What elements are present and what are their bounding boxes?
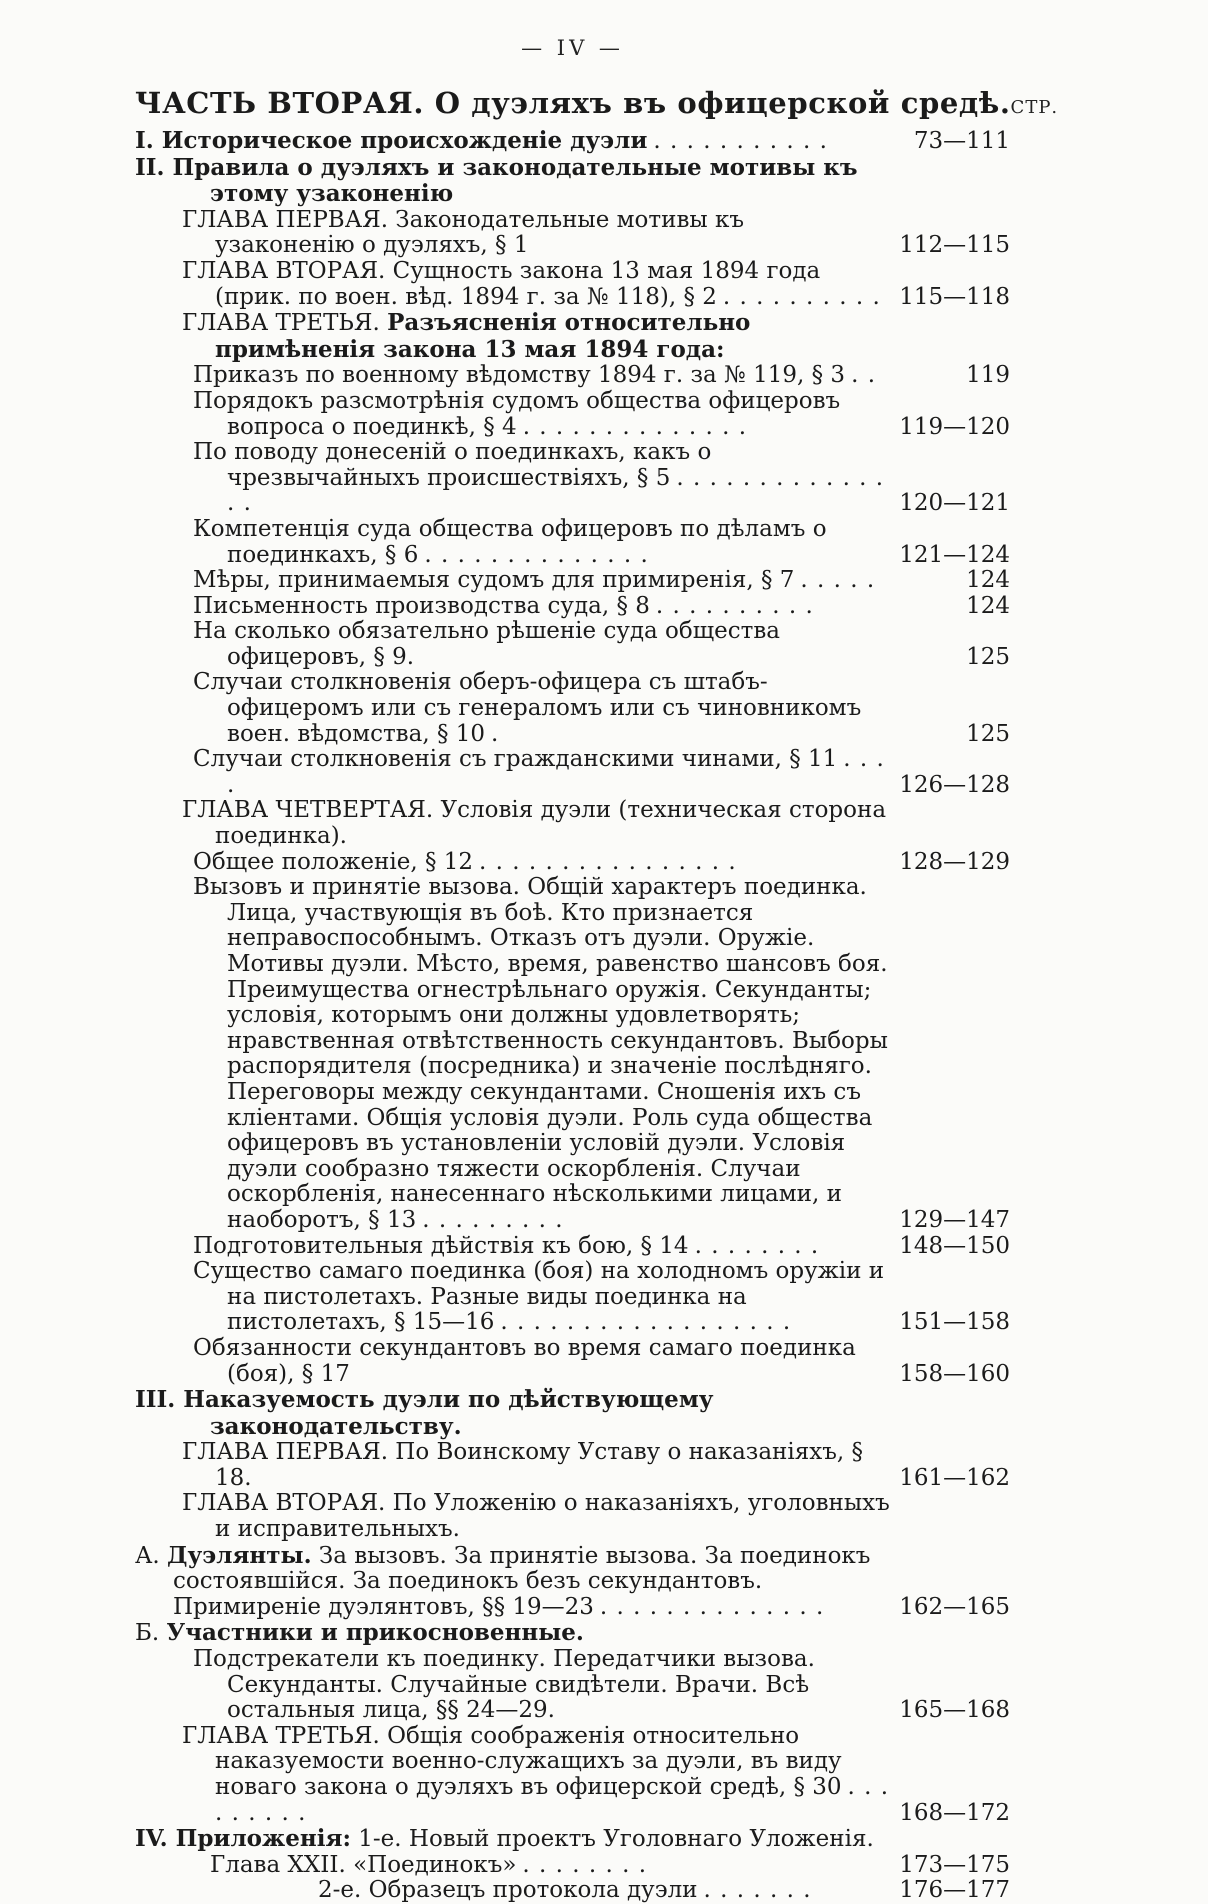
toc-entry-segment: IV. Приложенія:	[135, 1825, 351, 1853]
page-number-header: — IV —	[521, 36, 624, 60]
leader-dots: . . . . . . . . . . . . . . . .	[479, 848, 737, 875]
toc-entry-segment: Компетенція суда общества офицеровъ по дѣламъ о поединкахъ, § 6	[193, 515, 827, 568]
toc-entry	[135, 1259, 1010, 1336]
leader-dots: . . . .	[227, 746, 885, 798]
toc-entry-text	[193, 875, 889, 1233]
toc-entry-text	[193, 1647, 889, 1724]
toc-entry-segment: ГЛАВА ПЕРВАЯ. Законодательные мотивы къ узаконенію о дуэляхъ, § 1	[182, 206, 745, 259]
toc-entry	[135, 1440, 1010, 1491]
toc-entry-text	[193, 440, 889, 517]
toc-entry-text	[193, 594, 904, 620]
toc-entry-text	[193, 1336, 889, 1387]
toc-entry-text	[135, 1620, 904, 1647]
toc-entry-pages: 125	[966, 643, 1010, 670]
toc-entry-pages: 128—129	[899, 848, 1010, 875]
toc-entry-segment: На сколько обязательно рѣшеніе суда общества офицеровъ, § 9.	[193, 618, 781, 670]
leader-dots: . . . . . . . . .	[422, 1206, 564, 1233]
toc-entry	[135, 1543, 1010, 1621]
toc-entry-text	[135, 1543, 889, 1621]
title-row	[135, 86, 1059, 120]
toc-entry-pages: 125	[966, 720, 1010, 747]
page-title: ЧАСТЬ ВТОРАЯ. О дуэляхъ въ офицерской средѣ.	[135, 86, 1011, 120]
toc-entry	[135, 363, 1010, 389]
toc-entry-segment: I. Историческое происхожденіе дуэли	[135, 127, 648, 154]
toc-entry	[135, 670, 1010, 747]
toc-entry	[135, 568, 1010, 594]
toc-entry	[135, 747, 1010, 798]
toc-entry	[135, 1387, 1010, 1440]
toc-entry-segment: ГЛАВА ЧЕТВЕРТАЯ. Условія дуэли (техническая сторона поединка).	[182, 797, 887, 850]
toc-entry	[135, 440, 1010, 517]
toc-entry-segment: II. Правила о дуэляхъ и законодательные мотивы къ этому узаконенію	[135, 153, 858, 208]
toc-entry-segment: ГЛАВА ТРЕТЬЯ. Общія соображенія относительно наказуемости военно-служащихъ за дуэли, въ виду новаго закона о дуэляхъ въ офицерской средѣ, § 30	[182, 1722, 842, 1800]
toc-entry	[135, 517, 1010, 568]
toc-entry	[135, 1647, 1010, 1724]
leader-dots: . . . . . . . . . . . . . .	[424, 541, 649, 568]
toc-entry-text	[135, 1826, 889, 1878]
toc-entry-text	[182, 310, 904, 363]
table-of-contents	[135, 128, 1010, 1904]
toc-entry-text	[135, 155, 904, 208]
toc-entry-text	[135, 128, 904, 155]
toc-entry-pages: 173—175	[899, 1851, 1010, 1878]
toc-entry-text	[182, 208, 889, 259]
leader-dots: . . . . . . . . . . . . . . .	[227, 464, 885, 517]
toc-entry-text	[135, 1387, 904, 1440]
toc-entry-segment: Участники и прикосновенные.	[166, 1619, 584, 1647]
toc-entry-segment: ГЛАВА ВТОРАЯ. Сущность закона 13 мая 1894 года (прик. по воен. вѣд. 1894 г. за № 118), § 2	[182, 257, 821, 310]
toc-entry-text	[193, 1259, 889, 1336]
toc-entry-text	[193, 747, 889, 798]
leader-dots: . . . . . . . . . .	[722, 283, 881, 310]
toc-entry-text	[193, 850, 889, 876]
leader-dots: . . . . . . . . . . . . . .	[522, 413, 748, 440]
leader-dots: . . . . . . . .	[522, 1851, 648, 1878]
leader-dots: . . . . .	[800, 567, 876, 594]
toc-entry-text	[182, 1440, 889, 1491]
toc-entry-pages: 120—121	[899, 490, 1010, 517]
toc-entry	[135, 850, 1010, 876]
toc-entry-pages: 119—120	[899, 413, 1010, 440]
leader-dots: . . . . . . .	[703, 1877, 812, 1904]
leader-dots: .	[491, 720, 500, 747]
toc-entry-segment: 1-е. Новый проектъ Уголовнаго Уложенія. Глава XXII. «Поединокъ»	[210, 1826, 874, 1878]
toc-entry-pages: 129—147	[899, 1206, 1010, 1233]
toc-entry-text	[182, 798, 904, 849]
toc-entry-pages: 124	[966, 592, 1010, 619]
toc-entry-text	[193, 619, 904, 670]
toc-entry-text	[182, 259, 889, 310]
toc-entry-pages: 124	[966, 567, 1010, 594]
toc-entry-segment: III. Наказуемость дуэли по дѣйствующему законодательству.	[135, 1386, 714, 1440]
toc-entry-text	[193, 568, 904, 594]
toc-entry-text	[193, 517, 889, 568]
toc-entry-segment: Вызовъ и принятіе вызова. Общій характеръ поединка. Лица, участвующія въ боѣ. Кто признается неправоспособнымъ. Отказъ отъ дуэли. Оружіе. Мотивы дуэли. Мѣсто, время, равенство шансовъ боя. Преимущества огнестрѣльнаго оружія. Секунданты; условія, которымъ они должны удовлетворять; нравственная отвѣтственность секундантовъ. Выборы распорядителя (посредника) и значеніе послѣдняго. Переговоры между секундантами. Сношенія ихъ съ кліентами. Общія условія дуэли. Роль суда общества офицеровъ въ установленіи условій дуэли. Условія дуэли сообразно тяжести оскорбленія. Случаи оскорбленія, нанесеннаго нѣсколькими лицами, и наоборотъ, § 13	[193, 874, 888, 1233]
toc-entry-segment: ГЛАВА ТРЕТЬЯ.	[182, 310, 388, 337]
toc-entry-pages: 168—172	[899, 1799, 1010, 1826]
toc-entry-segment: Случаи столкновенія съ гражданскими чинами, § 11	[193, 746, 838, 773]
toc-entry	[135, 1878, 1010, 1904]
toc-entry	[135, 1826, 1010, 1878]
toc-entry-text	[193, 363, 904, 389]
toc-entry-segment: Мѣры, принимаемыя судомъ для примиренія, § 7	[193, 567, 795, 594]
leader-dots: . . . . . . . . .	[215, 1774, 890, 1826]
toc-entry-segment: 2-е. Образецъ протокола дуэли	[318, 1877, 698, 1904]
toc-entry-text	[182, 1491, 904, 1542]
leader-dots: . . . . . . . . . . . . . . . . . .	[500, 1309, 792, 1336]
toc-entry-segment: ГЛАВА ПЕРВАЯ. По Воинскому Уставу о наказаніяхъ, § 18.	[182, 1439, 863, 1491]
toc-entry	[135, 259, 1010, 310]
toc-entry-segment: Разъясненія относительно примѣненія закона 13 мая 1894 года:	[215, 309, 751, 363]
toc-entry-segment: Подстрекатели къ поединку. Передатчики вызова. Секунданты. Случайные свидѣтели. Врачи. Всѣ остальныя лица, §§ 24—29.	[193, 1646, 815, 1724]
toc-entry-segment: ГЛАВА ВТОРАЯ. По Уложенію о наказаніяхъ, уголовныхъ и исправительныхъ.	[182, 1490, 890, 1543]
toc-entry-segment: Б.	[135, 1620, 167, 1647]
toc-entry-segment: Обязанности секундантовъ во время самаго поединка (боя), § 17	[193, 1334, 856, 1387]
toc-entry-segment: Дуэлянты.	[167, 1541, 312, 1569]
toc-entry-pages: 112—115	[899, 232, 1010, 259]
toc-entry	[135, 1620, 1010, 1647]
toc-entry	[135, 1491, 1010, 1542]
toc-entry	[135, 798, 1010, 849]
toc-entry	[135, 619, 1010, 670]
pages-column-header: СТР.	[1010, 97, 1059, 118]
toc-entry-pages: 165—168	[899, 1697, 1010, 1724]
toc-entry-text	[193, 389, 889, 440]
toc-entry-segment: Подготовительныя дѣйствія къ бою, § 14	[193, 1232, 689, 1259]
leader-dots: . . . . . . . . . .	[655, 592, 814, 619]
leader-dots: . . . . . . . . . . .	[653, 128, 828, 154]
toc-entry	[135, 155, 1010, 208]
toc-entry-text	[182, 1724, 889, 1826]
toc-entry	[135, 310, 1010, 363]
toc-entry-pages: 126—128	[899, 771, 1010, 798]
toc-entry-segment: Случаи столкновенія оберъ-офицера съ штабъ-офицеромъ или съ генераломъ или съ чиновникомъ воен. вѣдомства, § 10	[193, 669, 862, 747]
toc-entry-segment: Приказъ по военному вѣдомству 1894 г. за № 119, § 3	[193, 362, 846, 389]
toc-entry-segment: По поводу донесеній о поединкахъ, какъ о чрезвычайныхъ происшествіяхъ, § 5	[193, 439, 712, 491]
toc-entry	[135, 594, 1010, 620]
toc-entry-pages: 121—124	[899, 541, 1010, 568]
toc-entry-pages: 151—158	[899, 1309, 1010, 1336]
toc-entry	[135, 1724, 1010, 1826]
toc-entry-text	[318, 1878, 889, 1904]
leader-dots: . . . . . . . .	[694, 1232, 820, 1259]
toc-entry-text	[193, 670, 904, 747]
toc-entry-pages: 161—162	[899, 1464, 1010, 1491]
toc-entry-pages: 176—177	[899, 1877, 1010, 1904]
toc-entry-segment: Существо самаго поединка (боя) на холодномъ оружіи и на пистолетахъ. Разные виды поединка на пистолетахъ, § 15—16	[193, 1258, 885, 1336]
toc-entry-segment: Общее положеніе, § 12	[193, 848, 474, 875]
toc-entry-pages: 119	[966, 362, 1010, 389]
toc-entry-segment: Письменность производства суда, § 8	[193, 592, 650, 619]
toc-entry-text	[193, 1234, 889, 1260]
toc-entry-pages: 158—160	[899, 1360, 1010, 1387]
toc-entry-pages: 115—118	[899, 283, 1010, 310]
toc-entry	[135, 1234, 1010, 1260]
toc-entry	[135, 1336, 1010, 1387]
leader-dots: . .	[851, 362, 877, 389]
toc-entry	[135, 875, 1010, 1233]
toc-entry-segment: А.	[135, 1542, 168, 1569]
toc-entry-pages: 148—150	[899, 1232, 1010, 1259]
toc-entry	[135, 128, 1010, 155]
toc-entry-segment: За вызовъ. За принятіе вызова. За поединокъ состоявшійся. За поединокъ безъ секундантовъ. Примиреніе дуэлянтовъ, §§ 19—23	[173, 1542, 871, 1620]
toc-entry-pages: 162—165	[899, 1593, 1010, 1620]
toc-entry	[135, 389, 1010, 440]
toc-entry	[135, 208, 1010, 259]
toc-entry-pages: 73—111	[913, 128, 1010, 154]
leader-dots: . . . . . . . . . . . . . .	[599, 1593, 825, 1620]
toc-entry-segment: Порядокъ разсмотрѣнія судомъ общества офицеровъ вопроса о поединкѣ, § 4	[193, 387, 841, 440]
